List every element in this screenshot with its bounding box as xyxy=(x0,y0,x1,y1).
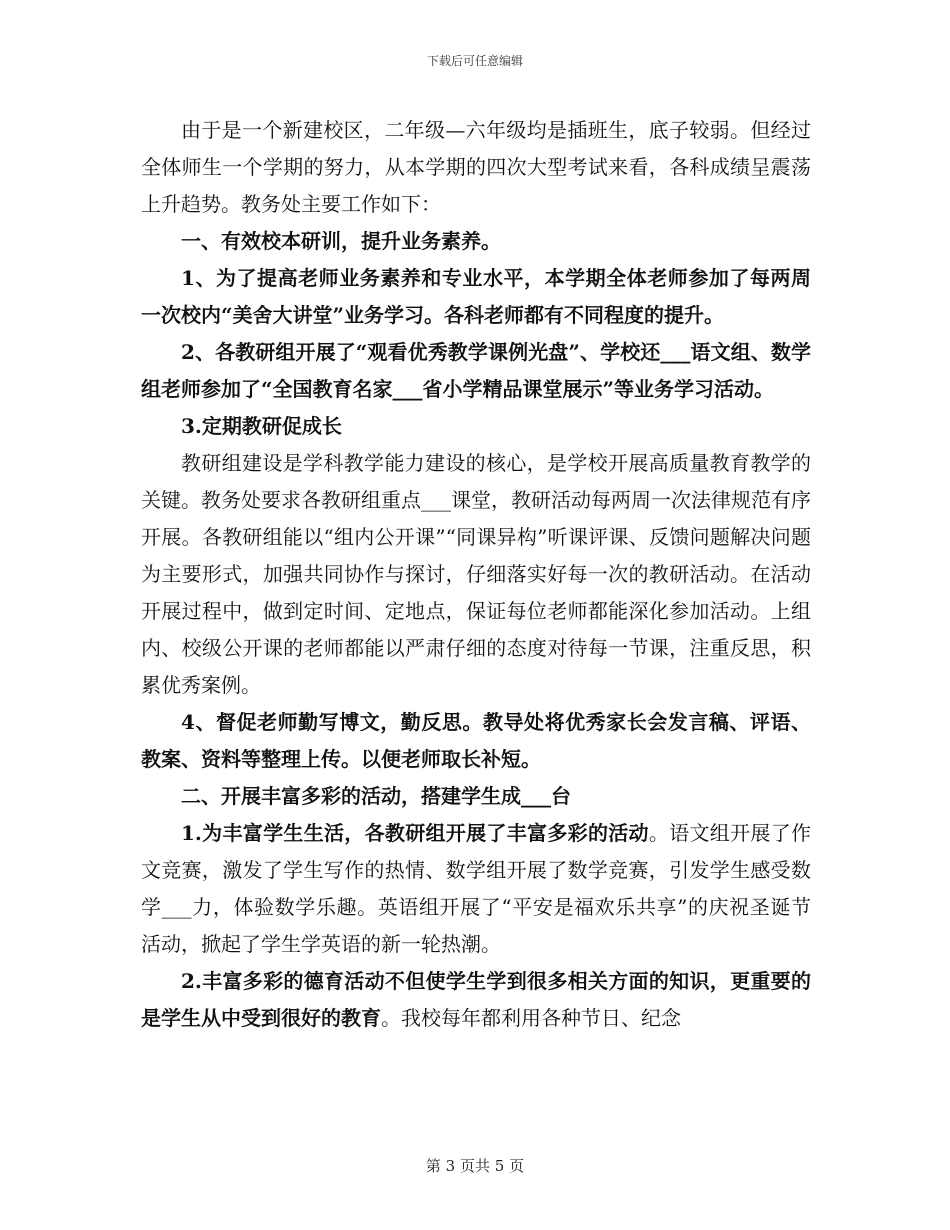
item-4-paragraph: 4、督促老师勤写博文，勤反思。教导处将优秀家长会发言稿、评语、教案、资料等整理上传。以便老师取长补短。 xyxy=(141,710,811,771)
document-body xyxy=(141,112,811,1037)
page-footer: 第 3 页共 5 页 xyxy=(425,1157,525,1175)
activity-2-paragraph xyxy=(141,963,811,1037)
activity-1-paragraph xyxy=(141,815,811,963)
activity-2-lead: 2.丰富多彩的德育活动不但使学生学到很多相关方面的知识，更重要的是学生从中受到很好的教育 xyxy=(141,969,811,1030)
intro-paragraph: 由于是一个新建校区，二年级—六年级均是插班生，底子较弱。但经过全体师生一个学期的努力，从本学期的四次大型考试来看，各科成绩呈震荡上升趋势。教务处主要工作如下： xyxy=(141,118,811,216)
item-3-paragraph: 教研组建设是学科教学能力建设的核心，是学校开展高质量教育教学的关键。教务处要求各教研组重点___课堂，教研活动每两周一次法律规范有序开展。各教研组能以“组内公开课”“同课异构”听课评课、反馈问题解决问题为主要形式，加强共同协作与探讨，仔细落实好每一次的教研活动。在活动开展过程中，做到定时间、定地点，保证每位老师都能深化参加活动。上组内、校级公开课的老师都能以严肃仔细的态度对待每一节课，注重反思，积累优秀案例。 xyxy=(141,451,811,697)
section-heading-1: 一、有效校本研训，提升业务素养。 xyxy=(181,229,501,253)
activity-1-body: 。语文组开展了作文竞赛，激发了学生写作的热情、数学组开展了数学竞赛，引发学生感受数学___力，体验数学乐趣。英语组开展了“平安是福欢乐共享”的庆祝圣诞节活动，掀起了学生学英语的新一轮热潮。 xyxy=(141,821,812,956)
item-3-heading: 3.定期教研促成长 xyxy=(181,414,342,438)
section-heading-2: 二、开展丰富多彩的活动，搭建学生成___台 xyxy=(181,784,571,808)
page-header: 下载后可任意编辑 xyxy=(426,54,523,68)
activity-2-body: 。我校每年都利用各种节日、纪念 xyxy=(381,1006,681,1030)
item-1-paragraph: 1、为了提高老师业务素养和专业水平，本学期全体老师参加了每两周一次校内“美舍大讲堂”业务学习。各科老师都有不同程度的提升。 xyxy=(141,266,811,327)
item-2-paragraph: 2、各教研组开展了“观看优秀教学课例光盘”、学校还___语文组、数学组老师参加了“全国教育名家___省小学精品课堂展示”等业务学习活动。 xyxy=(141,340,811,401)
activity-1-lead: 1.为丰富学生生活，各教研组开展了丰富多彩的活动 xyxy=(181,821,649,845)
